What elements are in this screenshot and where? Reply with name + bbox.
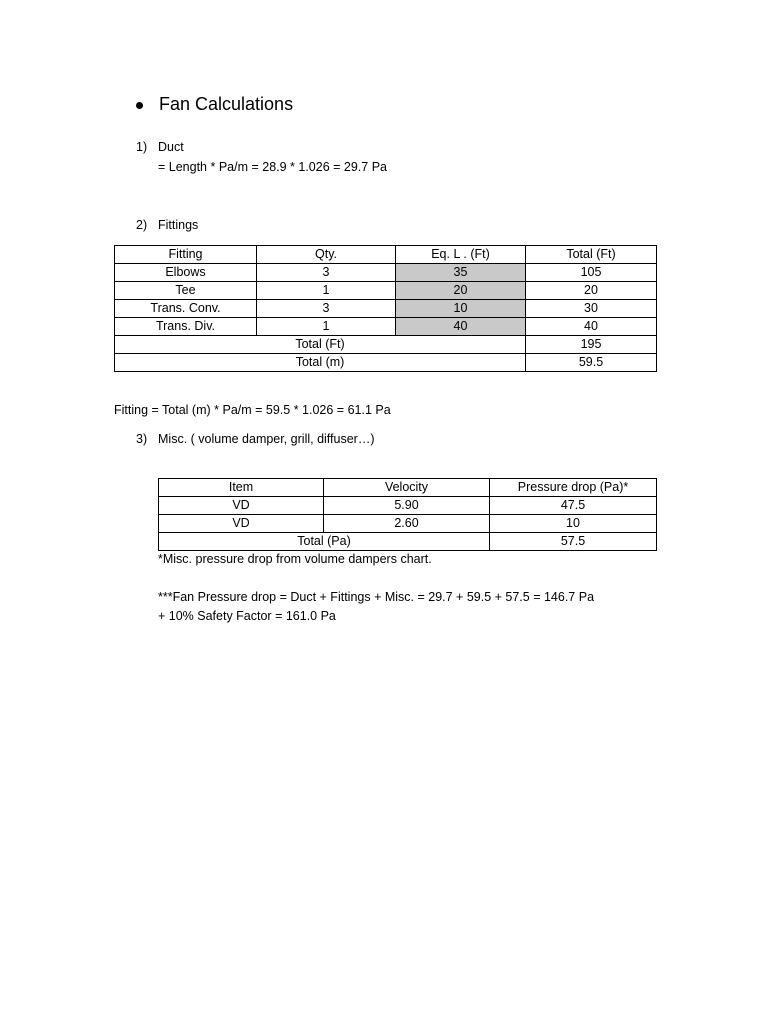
table-header-cell: Item [159, 479, 324, 497]
duct-section-title [136, 140, 184, 154]
table-row [159, 497, 657, 515]
table-header-cell: Fitting [115, 246, 257, 264]
table-cell: 40 [526, 318, 657, 336]
table-cell: Trans. Div. [115, 318, 257, 336]
table-row [159, 515, 657, 533]
total-m-value: 59.5 [526, 354, 657, 372]
table-row [115, 300, 657, 318]
table-cell-shaded: 40 [396, 318, 526, 336]
total-ft-label: Total (Ft) [115, 336, 526, 354]
duct-formula: = Length * Pa/m = 28.9 * 1.026 = 29.7 Pa [158, 160, 387, 174]
table-cell: Trans. Conv. [115, 300, 257, 318]
table-cell: VD [159, 497, 324, 515]
total-m-label: Total (m) [115, 354, 526, 372]
table-cell: 5.90 [324, 497, 490, 515]
fitting-formula: Fitting = Total (m) * Pa/m = 59.5 * 1.026 = 61.1 Pa [114, 403, 391, 417]
misc-table [158, 478, 657, 551]
duct-title: Duct [158, 140, 184, 154]
summary-line-2: + 10% Safety Factor = 161.0 Pa [158, 609, 336, 623]
table-cell-shaded: 20 [396, 282, 526, 300]
table-row [115, 318, 657, 336]
total-m-row [115, 354, 657, 372]
table-cell: 3 [257, 264, 396, 282]
total-ft-row [115, 336, 657, 354]
misc-total-row [159, 533, 657, 551]
fittings-section-title [136, 218, 198, 232]
table-cell: Elbows [115, 264, 257, 282]
table-cell: 10 [490, 515, 657, 533]
table-cell: VD [159, 515, 324, 533]
table-cell: 20 [526, 282, 657, 300]
table-header-cell: Qty. [257, 246, 396, 264]
table-cell: 3 [257, 300, 396, 318]
table-cell: 1 [257, 282, 396, 300]
misc-number: 3) [136, 432, 148, 446]
fittings-table [114, 245, 657, 372]
table-cell: Tee [115, 282, 257, 300]
duct-number: 1) [136, 140, 148, 154]
table-cell-shaded: 10 [396, 300, 526, 318]
heading-text: Fan Calculations [159, 94, 294, 114]
misc-title: Misc. ( volume damper, grill, diffuser…) [158, 432, 375, 446]
summary-line-1: ***Fan Pressure drop = Duct + Fittings + Misc. = 29.7 + 59.5 + 57.5 = 146.7 Pa [158, 590, 595, 604]
table-cell: 47.5 [490, 497, 657, 515]
table-cell-shaded: 35 [396, 264, 526, 282]
misc-total-label: Total (Pa) [159, 533, 490, 551]
table-cell: 2.60 [324, 515, 490, 533]
table-header-cell: Total (Ft) [526, 246, 657, 264]
table-header-cell: Velocity [324, 479, 490, 497]
misc-section-title [136, 432, 375, 446]
table-row [115, 282, 657, 300]
table-header-cell: Pressure drop (Pa)* [490, 479, 657, 497]
misc-total-value: 57.5 [490, 533, 657, 551]
total-ft-value: 195 [526, 336, 657, 354]
table-header-row [159, 479, 657, 497]
misc-footnote: *Misc. pressure drop from volume dampers chart. [158, 552, 432, 566]
page-heading [136, 94, 293, 115]
table-header-row [115, 246, 657, 264]
table-header-cell: Eq. L . (Ft) [396, 246, 526, 264]
table-row [115, 264, 657, 282]
table-cell: 105 [526, 264, 657, 282]
fittings-number: 2) [136, 218, 148, 232]
table-cell: 30 [526, 300, 657, 318]
fittings-title: Fittings [158, 218, 199, 232]
bullet-icon [136, 102, 143, 109]
table-cell: 1 [257, 318, 396, 336]
